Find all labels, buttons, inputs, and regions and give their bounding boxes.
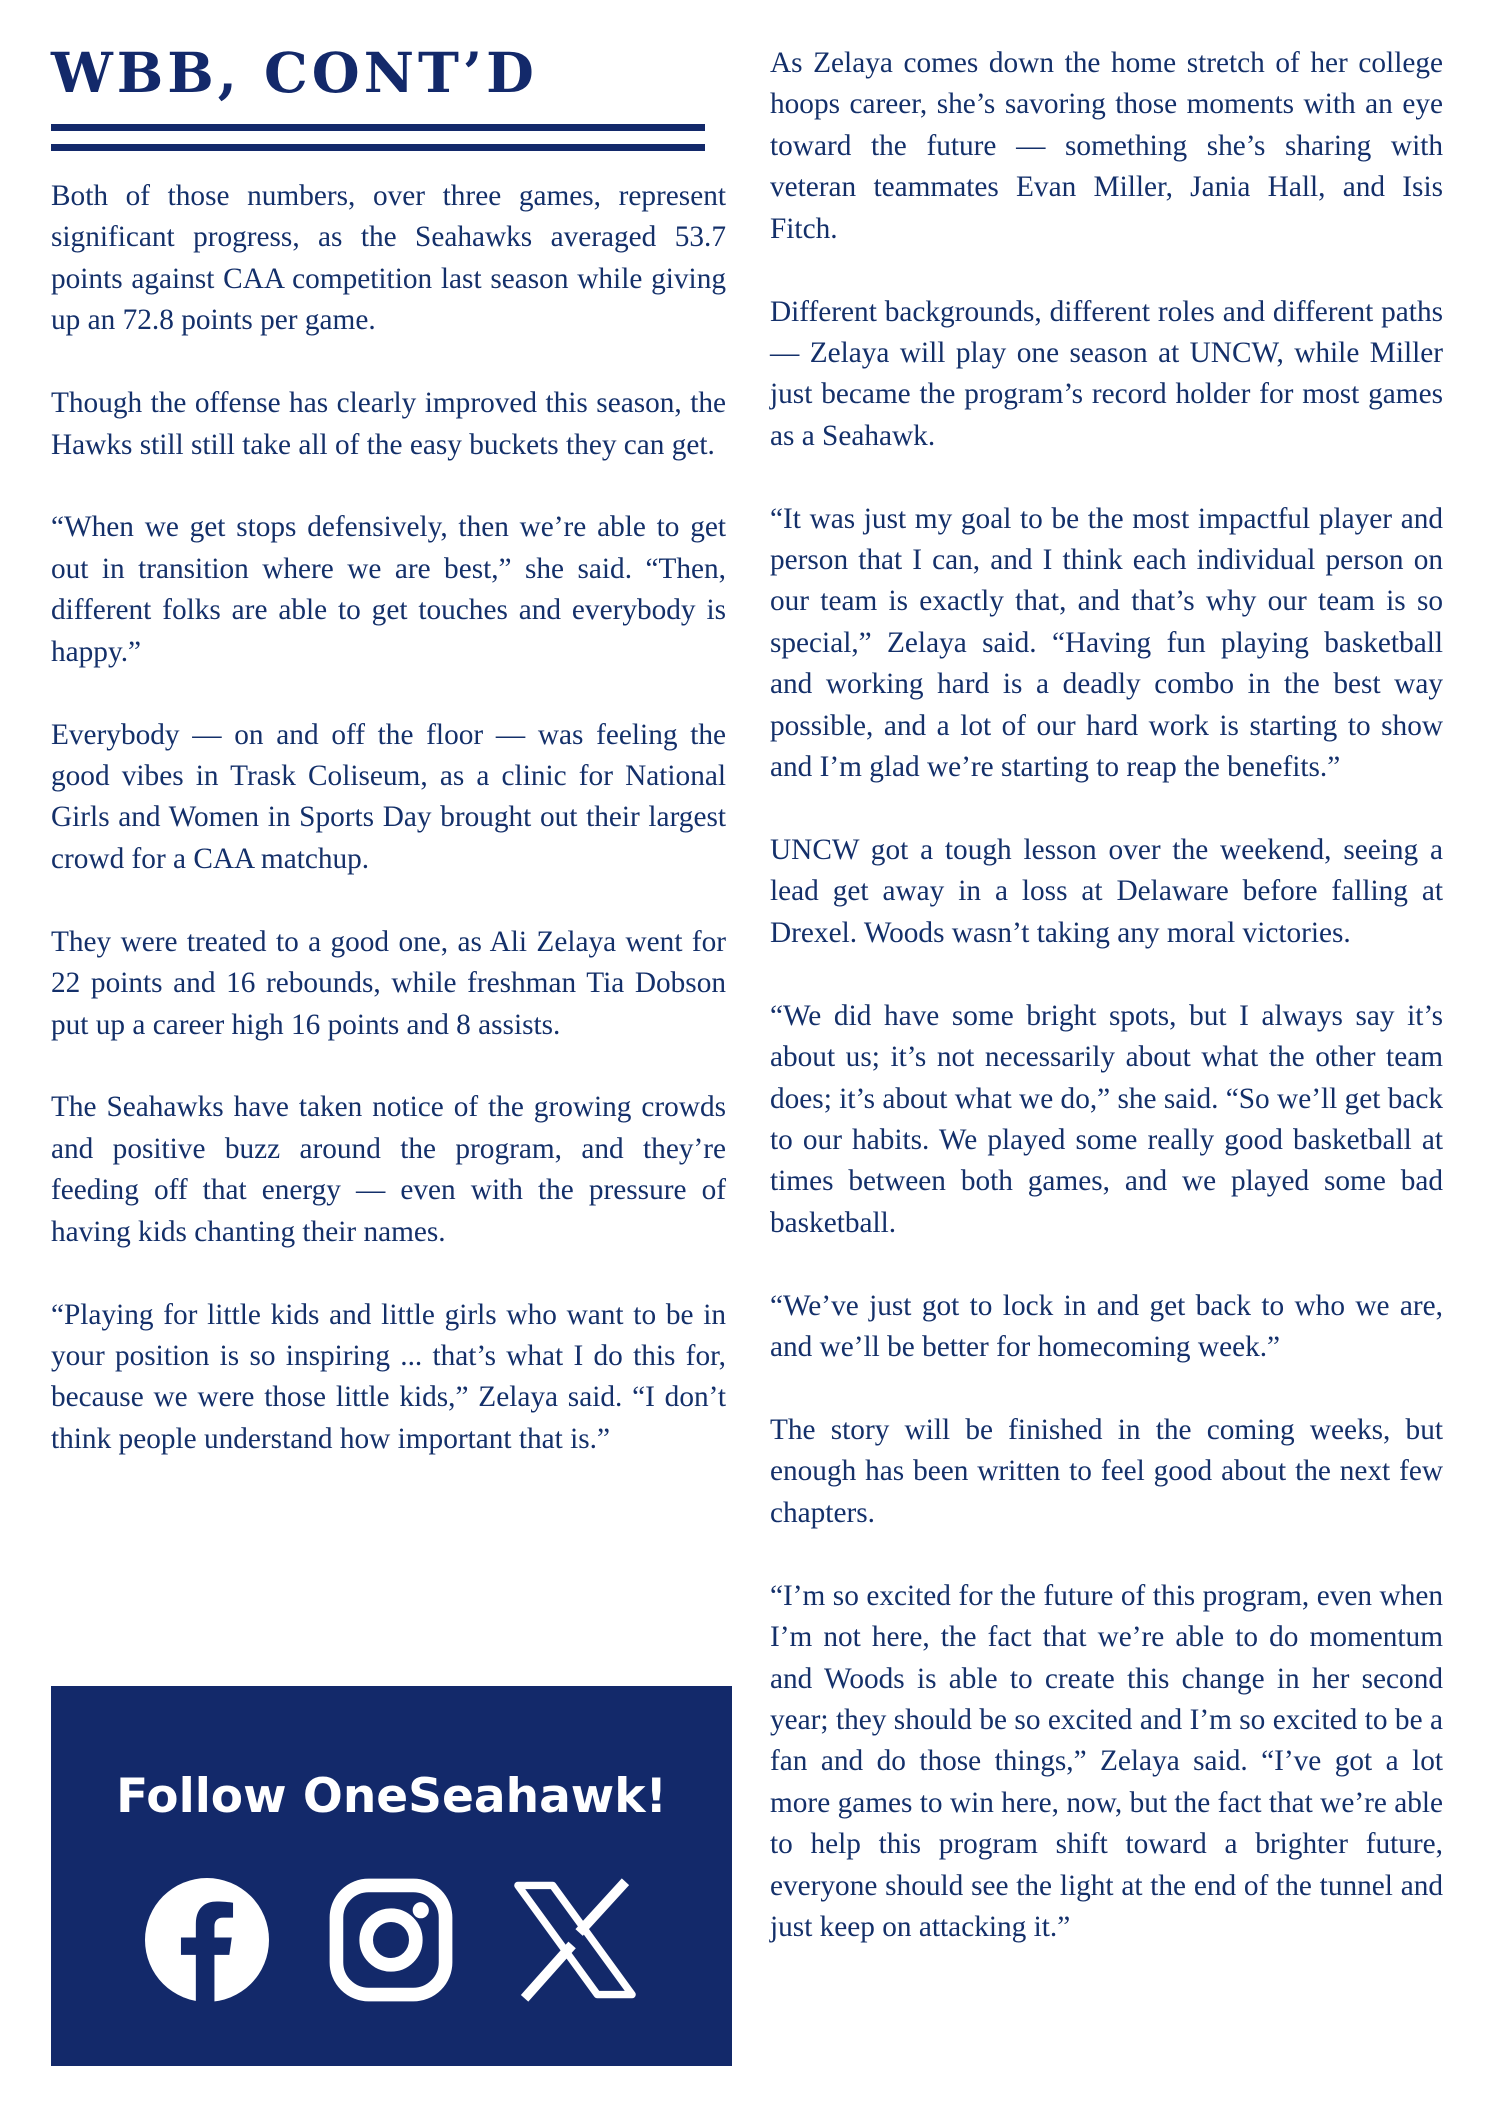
article-paragraph: “We’ve just got to lock in and get back to who we are, and we’ll be better for homecoming week.” [770, 1289, 1443, 1364]
article-paragraph: UNCW got a tough lesson over the weekend, seeing a lead get away in a loss at Delaware before falling at Drexel. Woods wasn’t taking any moral victories. [770, 834, 1443, 949]
right-column [770, 43, 1443, 1990]
x-icon-graphic [513, 1878, 637, 2002]
follow-social-box [51, 1686, 732, 2066]
instagram-icon[interactable] [329, 1878, 453, 2002]
article-paragraph: The Seahawks have taken notice of the growing crowds and positive buzz around the program, and they’re feeding off that energy — even with the pressure of having kids chanting their names. [51, 1091, 726, 1248]
article-paragraph: Both of those numbers, over three games, represent significant progress, as the Seahawks averaged 53.7 points against CAA competition last season while giving up an 72.8 points per game. [51, 180, 726, 337]
article-paragraph: Different backgrounds, different roles and different paths — Zelaya will play one season at UNCW, while Miller just became the program’s record holder for most games as a Seahawk. [770, 295, 1443, 452]
article-paragraph: Everybody — on and off the floor — was feeling the good vibes in Trask Coliseum, as a clinic for National Girls and Women in Sports Day brought out their largest crowd for a CAA matchup. [51, 718, 726, 875]
facebook-icon-graphic [145, 1878, 269, 2002]
article-paragraph: They were treated to a good one, as Ali Zelaya went for 22 points and 16 rebounds, while freshman Tia Dobson put up a career high 16 points and 8 assists. [51, 925, 726, 1041]
title-divider-top [51, 124, 705, 131]
article-paragraph: The story will be finished in the coming weeks, but enough has been written to feel good about the next few chapters. [770, 1413, 1443, 1529]
article-paragraph: “I’m so excited for the future of this program, even when I’m not here, the fact that we’re able to do momentum and Woods is able to create this change in her second year; they should be so excited and I’m so excited to be a fan and do those things,” Zelaya said. “I’ve got a lot more games to win here, now, but the fact that we’re able to help this program shift toward a brighter future, everyone should see the light at the end of the tunnel and just keep on attacking it.” [770, 1579, 1443, 1943]
article-paragraph: As Zelaya comes down the home stretch of her college hoops career, she’s savoring those moments with an eye toward the future — something she’s sharing with veteran teammates Evan Miller, Jania Hall, and Isis Fitch. [770, 47, 1443, 245]
x-icon[interactable] [513, 1878, 637, 2002]
facebook-icon[interactable] [145, 1878, 269, 2002]
article-paragraph: Though the offense has clearly improved this season, the Hawks still still take all of the easy buckets they can get. [51, 387, 726, 461]
instagram-icon-graphic [329, 1878, 453, 2002]
article-paragraph: “Playing for little kids and little girls who want to be in your position is so inspiring ... that’s what I do this for, because we were those little kids,” Zelaya said. “I don’t think people understand how important that is.” [51, 1298, 726, 1455]
article-paragraph: “We did have some bright spots, but I always say it’s about us; it’s not necessarily about what the other team does; it’s about what we do,” she said. “So we’ll get back to our habits. We played some really good basketball at times between both games, and we played some bad basketball. [770, 999, 1443, 1239]
article-paragraph: “When we get stops defensively, then we’re able to get out in transition where we are best,” she said. “Then, different folks are able to get touches and everybody is happy.” [51, 511, 726, 668]
follow-title: Follow OneSeahawk! [116, 1769, 667, 1824]
article-paragraph: “It was just my goal to be the most impactful player and person that I can, and I think each individual person on our team is exactly that, and that’s why our team is so special,” Zelaya said. “Having fun playing basketball and working hard is a deadly combo in the best way possible, and a lot of our hard work is starting to show and I’m glad we’re starting to reap the benefits.” [770, 502, 1443, 784]
title-divider-bottom [51, 144, 705, 151]
left-column [51, 176, 726, 1502]
page-title: WBB, CONT’D [51, 40, 538, 105]
